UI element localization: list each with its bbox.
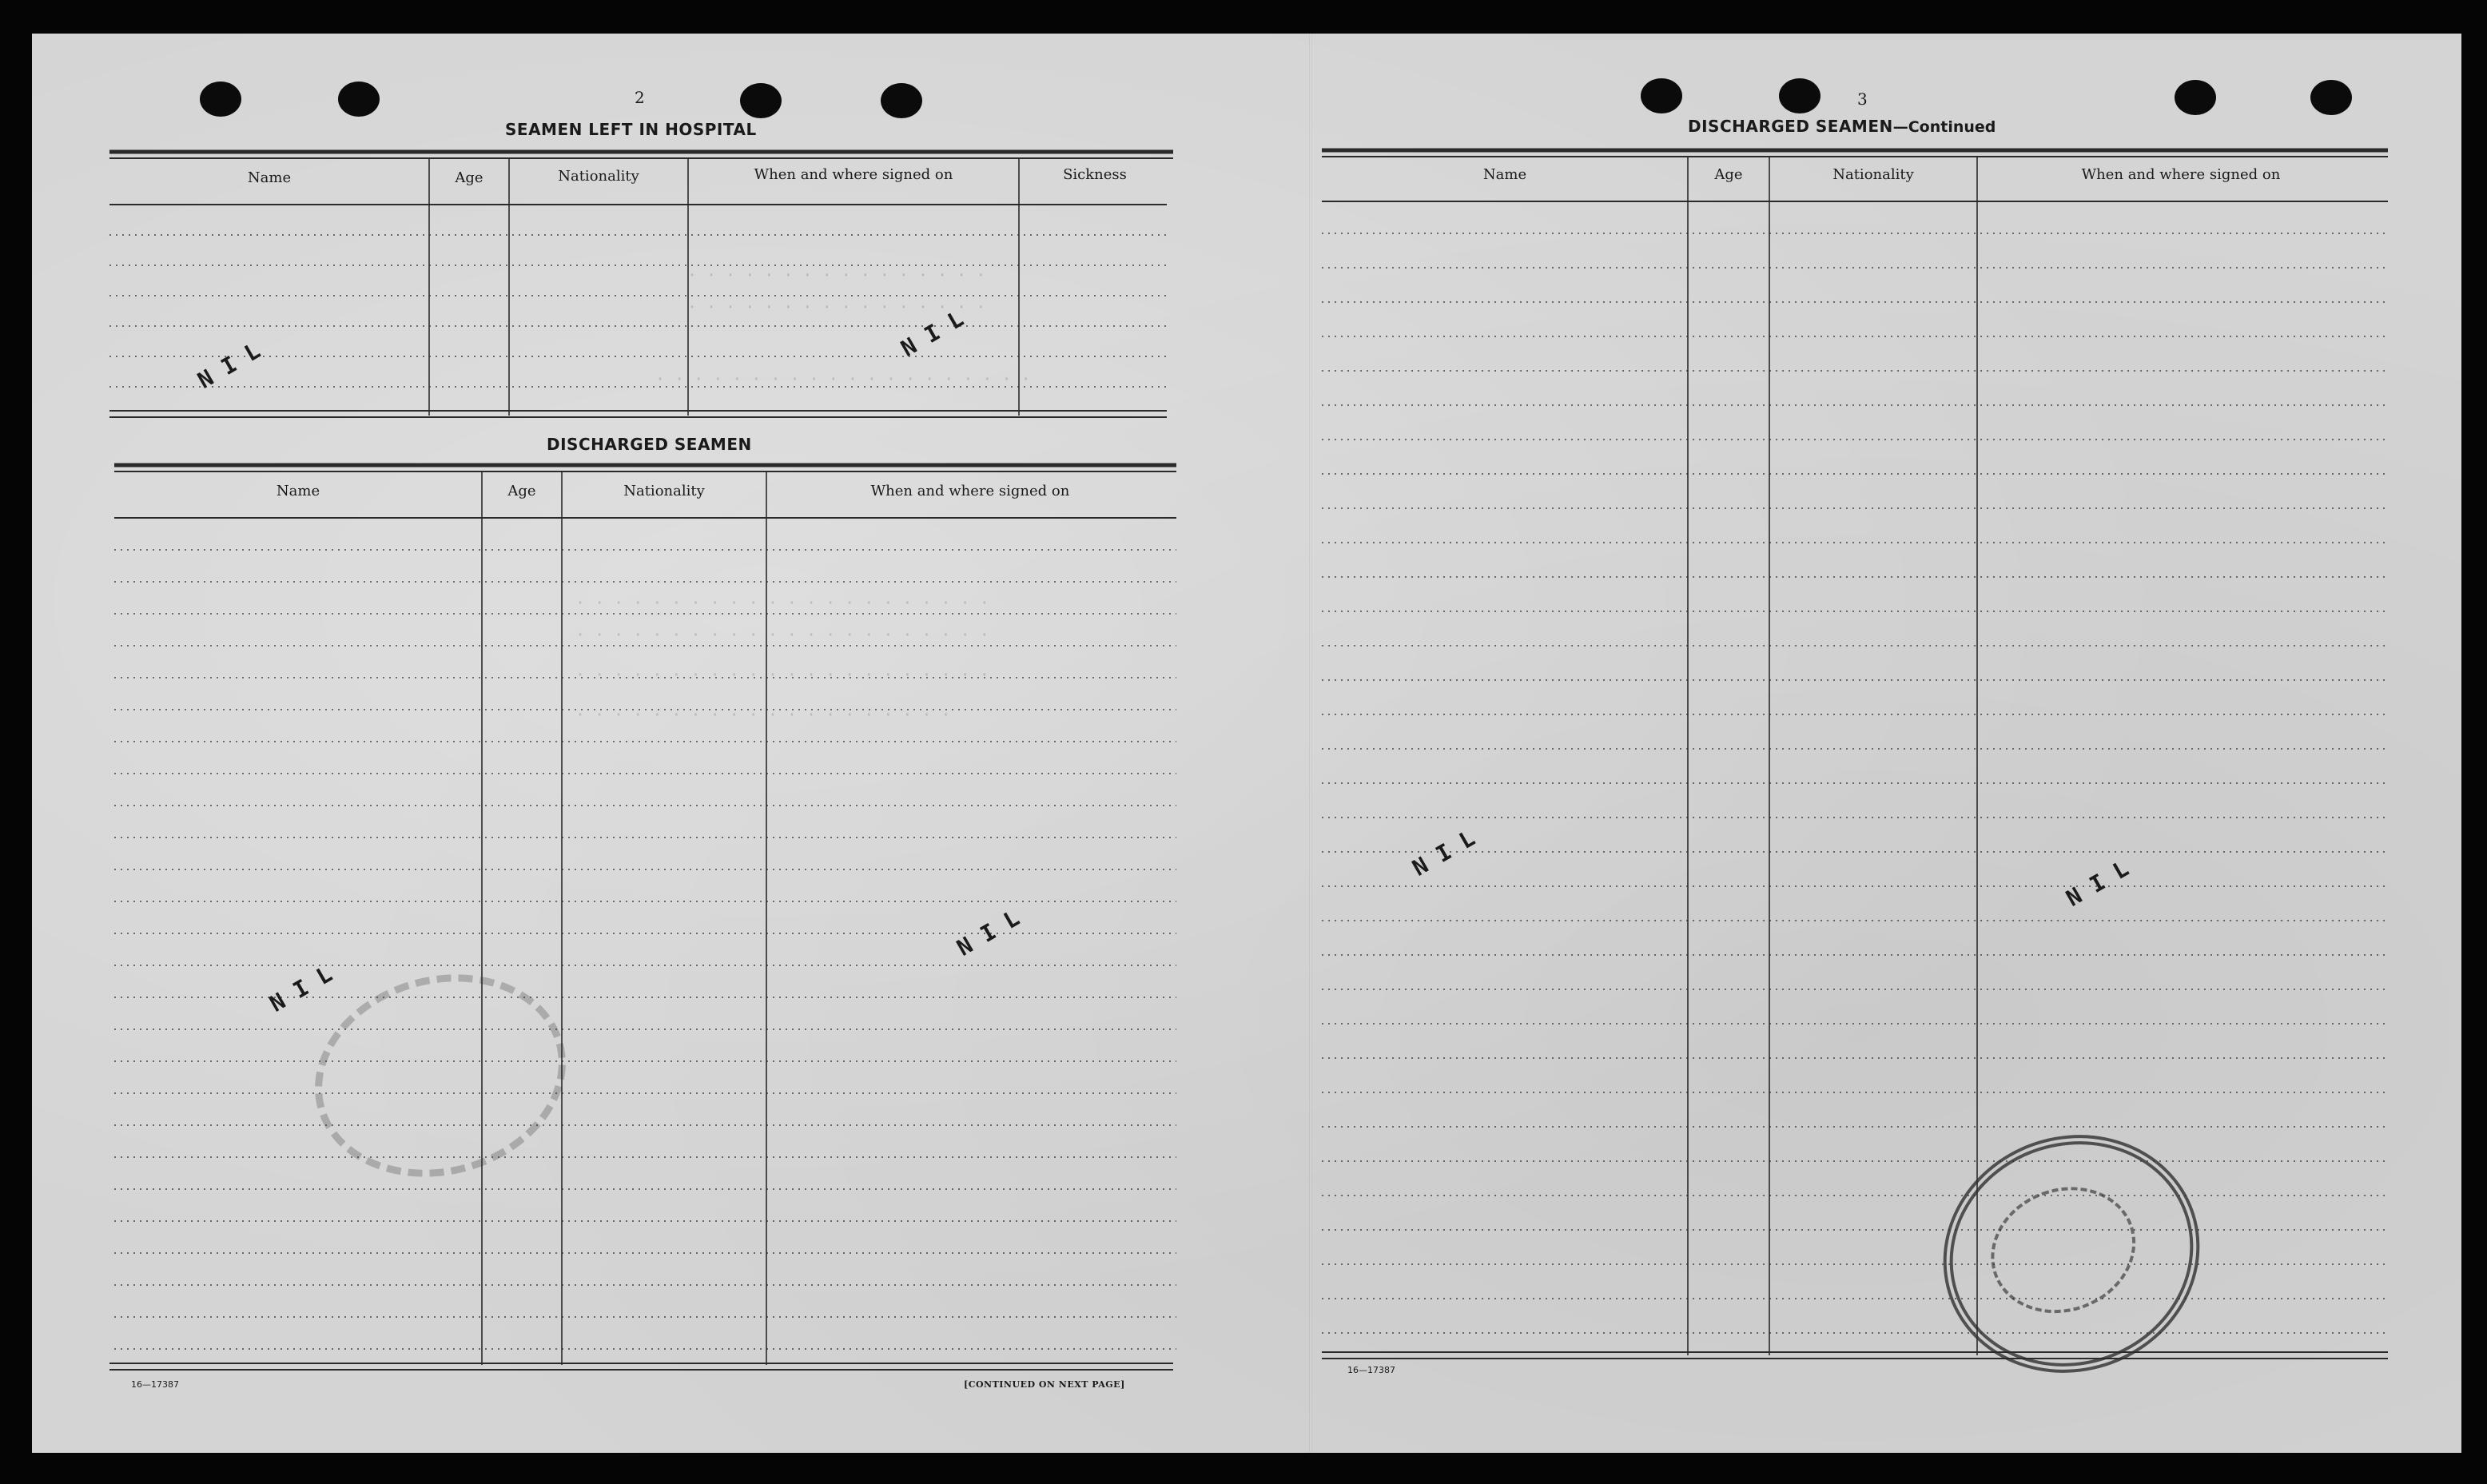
- bleed-through: · · · · · · · · · · · · · · · ·: [687, 265, 986, 284]
- nil-entry: N I L: [896, 305, 969, 362]
- column-header-signed-on: When and where signed on: [870, 483, 1070, 499]
- document-sheet: [32, 34, 2461, 1453]
- nil-entry: N I L: [1407, 825, 1480, 881]
- nil-entry: N I L: [265, 961, 337, 1017]
- column-header-signed-on: When and where signed on: [754, 166, 953, 183]
- bleed-through: · · · · · · · · · · · · · · · · · · · ·: [655, 369, 1031, 388]
- form-number-left: 16—17387: [131, 1379, 179, 1390]
- column-header-age: Age: [507, 483, 536, 499]
- column-header-nationality: Nationality: [623, 483, 705, 499]
- column-header-age: Age: [455, 169, 483, 186]
- column-header-nationality: Nationality: [558, 168, 639, 185]
- bleed-through: · · · · · · · · · · · · · · · · · · · · · ·: [575, 593, 989, 612]
- nil-entry: N I L: [952, 905, 1025, 961]
- page-number-right: 3: [1857, 90, 1868, 109]
- column-header-name: Name: [276, 483, 320, 499]
- continued-note: [CONTINUED ON NEXT PAGE]: [964, 1379, 1125, 1390]
- form-rulings: [32, 34, 2461, 1453]
- column-header-name: Name: [247, 169, 292, 186]
- hospital-section-title: SEAMEN LEFT IN HOSPITAL: [505, 120, 757, 139]
- discharged-title-main: DISCHARGED SEAMEN: [1688, 117, 1893, 136]
- column-header-age: Age: [1714, 166, 1743, 183]
- column-header-name: Name: [1482, 166, 1527, 183]
- bleed-through: · · · · · · · · · · · · · · · · · · · · · ·: [575, 665, 989, 684]
- bleed-through: · · · · · · · · · · · · · · · · · · · ·: [575, 705, 951, 724]
- form-number-right: 16—17387: [1347, 1365, 1395, 1375]
- discharged-title-suffix: —Continued: [1892, 118, 1996, 136]
- column-header-sickness: Sickness: [1063, 166, 1127, 183]
- column-header-signed-on: When and where signed on: [2081, 166, 2281, 183]
- page-number-left: 2: [635, 88, 645, 107]
- column-header-nationality: Nationality: [1832, 166, 1914, 183]
- nil-entry: N I L: [193, 337, 265, 394]
- discharged-section-title: DISCHARGED SEAMEN: [547, 435, 752, 454]
- nil-entry: N I L: [2061, 855, 2134, 912]
- bleed-through: · · · · · · · · · · · · · · · ·: [687, 297, 986, 316]
- bleed-through: · · · · · · · · · · · · · · · · · · · · · ·: [575, 625, 989, 644]
